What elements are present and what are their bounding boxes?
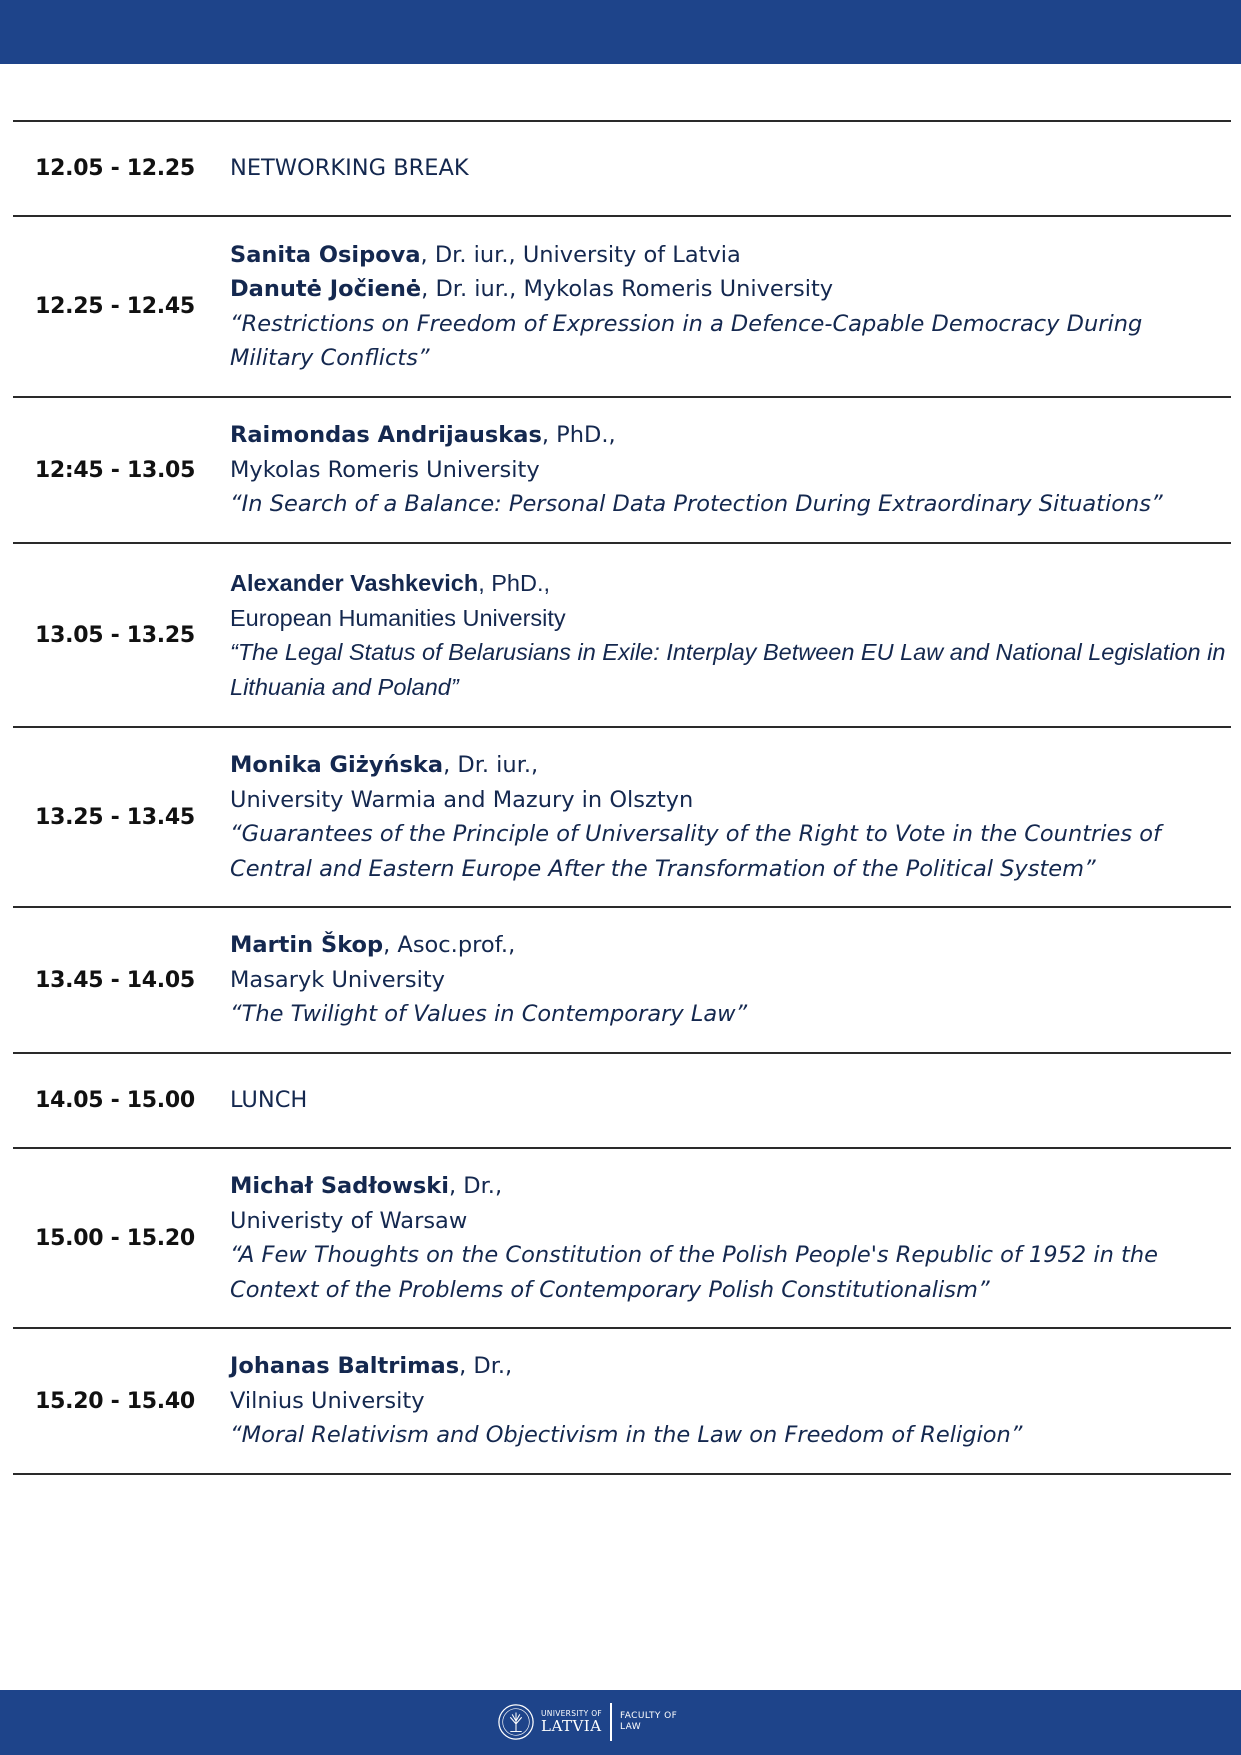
session-details [217,238,1231,376]
speaker-line [230,566,1231,601]
session-details [217,1349,1231,1453]
schedule-row [13,398,1231,544]
speaker-line [230,1169,1231,1204]
speaker-name: Sanita Osipova [230,241,421,268]
session-details [217,1169,1231,1307]
session-details [217,418,1231,522]
speaker-affiliation: Masaryk University [230,966,445,993]
speaker-line [230,748,1231,783]
schedule-row [13,908,1231,1054]
speaker-name: Michał Sadłowski [230,1173,449,1199]
talk-title: “In Search of a Balance: Personal Data Protection During Extraordinary Situations” [230,491,1163,518]
schedule-row [13,217,1231,398]
speaker-credentials: , Dr. iur., Mykolas Romeris University [421,276,834,302]
speaker-affiliation: Univeristy of Warsaw [230,1207,468,1234]
session-details [217,566,1231,704]
speaker-name: Raimondas Andrijauskas [230,422,542,449]
speaker-name: Alexander Vashkevich [230,570,479,596]
talk-title: “The Twilight of Values in Contemporary Law” [230,1001,748,1028]
speaker-line [230,1349,1231,1384]
logo-latvia: LATVIA [541,1717,602,1736]
speaker-credentials: , PhD., [541,422,616,449]
schedule-row-lunch [13,1054,1231,1149]
talk-title: “Restrictions on Freedom of Expression in a Defence-Capable Democracy During Military Conflicts” [230,310,1143,371]
speaker-line [230,418,1231,453]
session-time: 15.00 - 15.20 [35,1225,195,1251]
speaker-credentials: , Asoc.prof., [383,932,516,959]
talk-title: “Moral Relativism and Objectivism in the Law on Freedom of Religion” [230,1422,1023,1449]
session-label: LUNCH [230,1087,308,1114]
speaker-line [230,272,1231,307]
schedule-row [13,1329,1231,1475]
session-time: 13.05 - 13.25 [35,622,195,648]
session-time: 12.05 - 12.25 [35,156,195,181]
logo-wordmark [541,1710,602,1735]
university-seal-icon [497,1703,535,1741]
faculty-line-1: FACULTY OF [620,1711,678,1721]
schedule-row [13,544,1231,728]
speaker-line [230,238,1231,273]
schedule-row-break [13,122,1231,217]
faculty-name [620,1711,677,1733]
speaker-affiliation: Mykolas Romeris University [230,456,540,483]
schedule-row [13,1149,1231,1329]
speaker-affiliation: University Warmia and Mazury in Olsztyn [230,786,694,813]
talk-title: “A Few Thoughts on the Constitution of the Polish People's Republic of 1952 in the Context of the Problems of Contemporary Polish Constitutionalism” [230,1242,1158,1303]
talk-title: “The Legal Status of Belarusians in Exile: Interplay Between EU Law and National Legislation in Lithuania and Poland” [230,639,1226,700]
logo-divider [610,1703,612,1741]
schedule-row [13,728,1231,908]
speaker-credentials: , PhD., [478,570,551,596]
session-time: 14.05 - 15.00 [35,1088,195,1113]
speaker-credentials: , Dr., [459,1353,513,1380]
session-time: 15.20 - 15.40 [35,1388,195,1414]
header-bar [0,0,1241,64]
speaker-name: Martin Škop [230,932,384,959]
speaker-name: Monika Giżyńska [230,752,444,778]
session-time: 12.25 - 12.45 [35,294,195,319]
speaker-affiliation: European Humanities University [230,604,566,631]
session-label: NETWORKING BREAK [230,155,469,182]
session-details [217,928,1231,1032]
speaker-credentials: , Dr. iur., [443,752,539,778]
speaker-credentials: , Dr. iur., University of Latvia [420,241,741,268]
session-details [217,748,1231,886]
schedule-table [13,120,1231,1475]
logo-university-of: UNIVERSITY OF [541,1708,603,1718]
talk-title: “Guarantees of the Principle of Universality of the Right to Vote in the Countries of Central and Eastern Europe After the Transformation of the Political System” [230,821,1161,882]
faculty-line-2: LAW [620,1722,642,1732]
speaker-name: Johanas Baltrimas [230,1353,460,1380]
speaker-line [230,928,1231,963]
speaker-affiliation: Vilnius University [230,1387,425,1414]
session-time: 12:45 - 13.05 [34,457,196,483]
session-time: 13.25 - 13.45 [35,804,195,830]
university-logo [497,1702,677,1742]
speaker-name: Danutė Jočienė [230,276,422,302]
speaker-credentials: , Dr., [448,1173,503,1199]
session-time: 13.45 - 14.05 [35,967,195,993]
